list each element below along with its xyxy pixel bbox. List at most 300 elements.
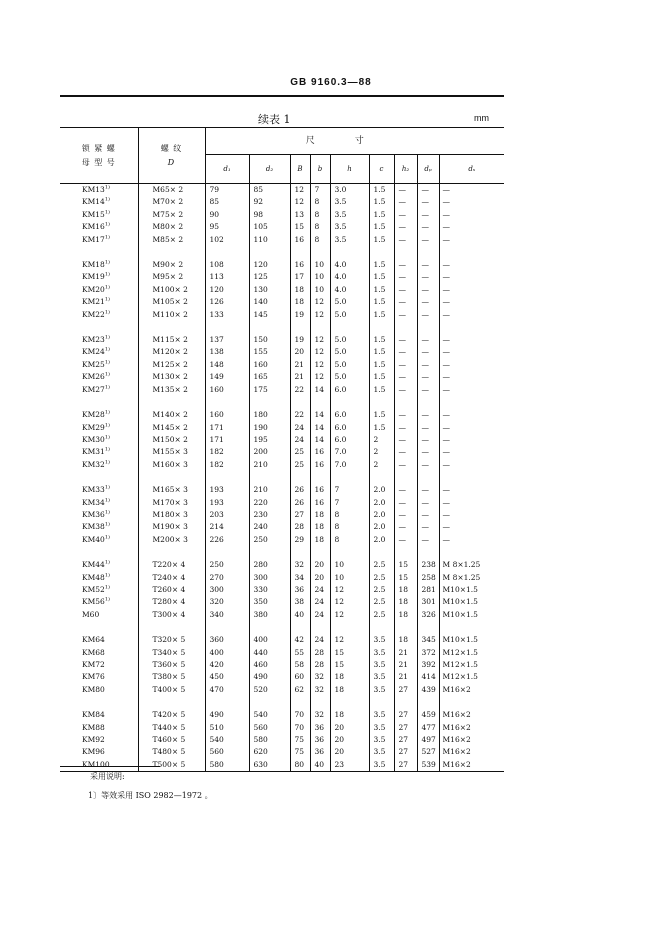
value-cell: — <box>442 447 450 457</box>
value-cell: 25 <box>290 459 310 471</box>
nut-type-cell <box>60 584 138 596</box>
footnote-marker: 1) <box>104 271 110 278</box>
spacer-cell <box>205 696 249 709</box>
value-cell: 17 <box>290 271 310 283</box>
value-cell: — <box>417 434 439 446</box>
value-cell: — <box>417 446 439 458</box>
table-row <box>60 184 504 197</box>
nut-type: KM33 <box>82 485 105 495</box>
value-cell: — <box>394 521 417 533</box>
table-row <box>60 559 504 571</box>
value-cell: — <box>417 184 439 197</box>
spacer-cell <box>439 396 504 409</box>
value-cell: — <box>394 271 417 283</box>
nut-type: KM27 <box>82 384 105 394</box>
nut-type: KM17 <box>82 234 105 244</box>
value-cell: 540 <box>249 709 290 721</box>
header-thread-line2: D <box>167 157 176 167</box>
table-row <box>60 634 504 646</box>
value-cell: 326 <box>417 609 439 621</box>
spacer-cell <box>417 321 439 334</box>
value-cell: 75 <box>290 734 310 746</box>
nut-type-cell <box>60 647 138 659</box>
value-cell: 62 <box>290 684 310 696</box>
thread-cell: T420× 5 <box>138 709 205 721</box>
value-cell: 258 <box>417 572 439 584</box>
nut-type: KM14 <box>82 197 105 207</box>
value-cell: — <box>417 509 439 521</box>
spacer-cell <box>330 546 369 559</box>
value-cell: 210 <box>249 484 290 496</box>
value-cell: — <box>442 485 450 495</box>
spacer-cell <box>439 546 504 559</box>
footnote-marker: 1) <box>104 309 110 316</box>
spacer-cell <box>439 321 504 334</box>
thread-cell: T320× 5 <box>138 634 205 646</box>
nut-type-cell <box>60 346 138 358</box>
nut-type: KM31 <box>82 447 105 457</box>
value-cell: 23 <box>330 759 369 772</box>
thread-cell: T280× 4 <box>138 596 205 608</box>
nut-type-cell <box>60 746 138 758</box>
value-cell: 20 <box>330 734 369 746</box>
table-row <box>60 334 504 346</box>
value-cell: — <box>394 497 417 509</box>
value-cell: 3.5 <box>369 722 394 734</box>
thread-cell: T220× 4 <box>138 559 205 571</box>
group-spacer <box>60 696 504 709</box>
value-cell: 32 <box>310 709 330 721</box>
spacer-cell <box>290 546 310 559</box>
value-cell: 560 <box>205 746 249 758</box>
spacer-cell <box>394 471 417 484</box>
value-cell: — <box>417 422 439 434</box>
footnote-marker: 1) <box>104 521 110 528</box>
column-header: h₂ <box>394 155 417 184</box>
value-cell: M10×1.5 <box>442 635 478 645</box>
value-cell: — <box>442 434 450 444</box>
value-cell: 108 <box>205 259 249 271</box>
nut-type: KM34 <box>82 497 105 507</box>
spacer-cell <box>394 546 417 559</box>
value-cell: 540 <box>205 734 249 746</box>
value-cell: 38 <box>290 596 310 608</box>
value-cell: 24 <box>310 584 330 596</box>
value-cell: 92 <box>249 196 290 208</box>
value-cell: 16 <box>290 259 310 271</box>
value-cell: 1.5 <box>369 384 394 396</box>
header-rule <box>60 95 504 97</box>
value-cell: 3.5 <box>369 759 394 772</box>
value-cell: 36 <box>290 584 310 596</box>
value-cell: 19 <box>290 334 310 346</box>
value-cell: — <box>442 384 450 394</box>
footnote-marker: 1) <box>104 196 110 203</box>
value-cell: 360 <box>205 634 249 646</box>
value-cell: 20 <box>290 346 310 358</box>
value-cell: — <box>442 459 450 469</box>
value-cell: 3.5 <box>330 196 369 208</box>
nut-type: KM56 <box>82 597 105 607</box>
value-cell: M16×2 <box>442 722 471 732</box>
value-cell: 22 <box>290 384 310 396</box>
spacer-cell <box>290 696 310 709</box>
value-cell: 18 <box>310 534 330 546</box>
nut-type-cell <box>60 384 138 396</box>
footnote-marker: 1) <box>104 371 110 378</box>
nut-type: KM20 <box>82 284 105 294</box>
value-cell: — <box>417 497 439 509</box>
spacer-cell <box>138 696 205 709</box>
value-cell: 15 <box>394 559 417 571</box>
value-cell: 34 <box>290 572 310 584</box>
group-spacer <box>60 546 504 559</box>
spacer-cell <box>369 396 394 409</box>
footnote-marker: 1) <box>104 209 110 216</box>
value-cell: 171 <box>205 434 249 446</box>
value-cell: 2.5 <box>369 584 394 596</box>
value-cell: — <box>394 346 417 358</box>
value-cell: 630 <box>249 759 290 772</box>
value-cell: 19 <box>290 309 310 321</box>
thread-cell: M160× 3 <box>138 459 205 471</box>
value-cell: — <box>417 359 439 371</box>
value-cell: 138 <box>205 346 249 358</box>
spacer-cell <box>394 321 417 334</box>
value-cell: — <box>442 309 450 319</box>
value-cell: — <box>442 534 450 544</box>
spacer-cell <box>249 396 290 409</box>
value-cell: 171 <box>205 422 249 434</box>
spacer-cell <box>249 546 290 559</box>
value-cell: M16×2 <box>442 747 471 757</box>
spacer-cell <box>138 321 205 334</box>
header-thread-line1: 螺 纹 <box>160 143 183 153</box>
nut-type: KM84 <box>82 710 105 720</box>
nut-type-cell <box>60 409 138 421</box>
value-cell: 175 <box>249 384 290 396</box>
value-cell: 182 <box>205 446 249 458</box>
value-cell: 12 <box>310 309 330 321</box>
spacer-cell <box>310 471 330 484</box>
value-cell: 14 <box>310 384 330 396</box>
value-cell: 214 <box>205 521 249 533</box>
table-row <box>60 196 504 208</box>
value-cell: 195 <box>249 434 290 446</box>
value-cell: — <box>442 197 450 207</box>
value-cell: 12 <box>330 609 369 621</box>
value-cell: 1.5 <box>369 284 394 296</box>
value-cell: 6.0 <box>330 384 369 396</box>
nut-type-cell <box>60 459 138 471</box>
value-cell: — <box>442 284 450 294</box>
value-cell: 400 <box>249 634 290 646</box>
nut-type: KM16 <box>82 222 105 232</box>
value-cell: 42 <box>290 634 310 646</box>
notes-text: 1〕等效采用 ISO 2982—1972 。 <box>88 791 213 800</box>
table-row <box>60 434 504 446</box>
spacer-cell <box>330 321 369 334</box>
footnote-marker: 1) <box>104 497 110 504</box>
column-header: d₂ <box>249 155 290 184</box>
value-cell: 12 <box>310 296 330 308</box>
value-cell: 477 <box>417 722 439 734</box>
nut-type-cell <box>60 609 138 621</box>
value-cell: 3.5 <box>369 709 394 721</box>
value-cell: 13 <box>290 209 310 221</box>
column-header: b <box>310 155 330 184</box>
value-cell: 250 <box>205 559 249 571</box>
value-cell: — <box>442 522 450 532</box>
nut-type: KM22 <box>82 309 105 319</box>
value-cell: 70 <box>290 709 310 721</box>
thread-cell: T460× 5 <box>138 734 205 746</box>
table-row <box>60 384 504 396</box>
value-cell: 14 <box>310 434 330 446</box>
value-cell: 3.5 <box>369 634 394 646</box>
spacer-cell <box>369 246 394 259</box>
nut-type: KM48 <box>82 572 105 582</box>
value-cell: 70 <box>290 722 310 734</box>
value-cell: — <box>442 234 450 244</box>
value-cell: 560 <box>249 722 290 734</box>
nut-type: KM76 <box>82 672 105 682</box>
value-cell: 8 <box>330 521 369 533</box>
value-cell: 345 <box>417 634 439 646</box>
nut-type: KM68 <box>82 647 105 657</box>
nut-type: KM96 <box>82 747 105 757</box>
spacer-cell <box>290 321 310 334</box>
value-cell: — <box>394 221 417 233</box>
footnote-marker: 1) <box>104 534 110 541</box>
group-spacer <box>60 396 504 409</box>
spacer-cell <box>249 246 290 259</box>
thread-cell: T240× 4 <box>138 572 205 584</box>
nut-type-cell <box>60 234 138 246</box>
value-cell: — <box>394 259 417 271</box>
spacer-cell <box>138 246 205 259</box>
value-cell: 392 <box>417 659 439 671</box>
value-cell: 3.5 <box>369 746 394 758</box>
thread-cell: M115× 2 <box>138 334 205 346</box>
nut-type-cell <box>60 634 138 646</box>
value-cell: — <box>442 359 450 369</box>
spacer-cell <box>290 396 310 409</box>
thread-cell: M150× 2 <box>138 434 205 446</box>
value-cell: 125 <box>249 271 290 283</box>
value-cell: — <box>394 409 417 421</box>
spacer-cell <box>60 621 138 634</box>
table-row <box>60 296 504 308</box>
value-cell: 3.5 <box>369 647 394 659</box>
value-cell: 3.5 <box>369 659 394 671</box>
spacer-cell <box>310 621 330 634</box>
nut-type-cell <box>60 196 138 208</box>
value-cell: 5.0 <box>330 334 369 346</box>
value-cell: 5.0 <box>330 371 369 383</box>
spacer-cell <box>205 471 249 484</box>
value-cell: — <box>394 184 417 197</box>
value-cell: 58 <box>290 659 310 671</box>
footnote-marker: 1) <box>104 296 110 303</box>
value-cell: 7 <box>330 497 369 509</box>
value-cell: 27 <box>394 759 417 772</box>
nut-type-cell <box>60 371 138 383</box>
header-type-line2: 母 型 号 <box>81 157 116 167</box>
thread-cell: T360× 5 <box>138 659 205 671</box>
nut-type: KM38 <box>82 522 105 532</box>
spacer-cell <box>60 321 138 334</box>
value-cell: — <box>442 209 450 219</box>
spacer-cell <box>330 396 369 409</box>
value-cell: 439 <box>417 684 439 696</box>
nut-type: KM32 <box>82 459 105 469</box>
footnote-marker: 1) <box>104 346 110 353</box>
value-cell: 21 <box>394 659 417 671</box>
value-cell: 32 <box>310 671 330 683</box>
table-row <box>60 209 504 221</box>
spacer-cell <box>60 546 138 559</box>
table-row <box>60 484 504 496</box>
value-cell: 203 <box>205 509 249 521</box>
spacer-cell <box>394 696 417 709</box>
value-cell: 16 <box>310 497 330 509</box>
value-cell: 26 <box>290 484 310 496</box>
value-cell: 6.0 <box>330 422 369 434</box>
nut-type-cell <box>60 184 138 197</box>
value-cell: 55 <box>290 647 310 659</box>
nut-type-cell <box>60 596 138 608</box>
value-cell: 8 <box>330 534 369 546</box>
value-cell: M16×2 <box>439 759 504 772</box>
thread-cell: M110× 2 <box>138 309 205 321</box>
value-cell: — <box>417 271 439 283</box>
nut-type: KM19 <box>82 272 105 282</box>
value-cell: 27 <box>394 684 417 696</box>
value-cell: 340 <box>205 609 249 621</box>
table-row <box>60 746 504 758</box>
nut-type: KM26 <box>82 372 105 382</box>
nut-type: KM29 <box>82 422 105 432</box>
footnote-marker: 1) <box>104 572 110 579</box>
value-cell: 15 <box>290 221 310 233</box>
spacer-cell <box>249 621 290 634</box>
value-cell: 3.5 <box>330 234 369 246</box>
value-cell: 490 <box>205 709 249 721</box>
value-cell: 140 <box>249 296 290 308</box>
value-cell: 450 <box>205 671 249 683</box>
value-cell: 75 <box>290 746 310 758</box>
value-cell: 470 <box>205 684 249 696</box>
thread-cell: M140× 2 <box>138 409 205 421</box>
value-cell: 27 <box>394 746 417 758</box>
value-cell: — <box>417 371 439 383</box>
value-cell: — <box>394 296 417 308</box>
value-cell: 4.0 <box>330 259 369 271</box>
table-row <box>60 459 504 471</box>
value-cell: 36 <box>310 722 330 734</box>
value-cell: 7.0 <box>330 459 369 471</box>
value-cell: — <box>417 484 439 496</box>
footnote-marker: 1) <box>104 221 110 228</box>
value-cell: 12 <box>290 196 310 208</box>
thread-cell: M85× 2 <box>138 234 205 246</box>
value-cell: 2 <box>369 434 394 446</box>
table-row <box>60 271 504 283</box>
value-cell: 137 <box>205 334 249 346</box>
group-spacer <box>60 321 504 334</box>
value-cell: 20 <box>330 722 369 734</box>
spacer-cell <box>394 396 417 409</box>
nut-type: KM40 <box>82 534 105 544</box>
value-cell: 102 <box>205 234 249 246</box>
value-cell: — <box>394 384 417 396</box>
thread-cell: T260× 4 <box>138 584 205 596</box>
thread-cell: T380× 5 <box>138 671 205 683</box>
table-row <box>60 346 504 358</box>
footnote-marker: 1) <box>104 446 110 453</box>
footnote-marker: 1) <box>104 459 110 466</box>
value-cell: 6.0 <box>330 434 369 446</box>
spacer-cell <box>369 696 394 709</box>
value-cell: 149 <box>205 371 249 383</box>
spacer-cell <box>417 396 439 409</box>
value-cell: — <box>442 347 450 357</box>
thread-cell: T480× 5 <box>138 746 205 758</box>
footnote-marker: 1) <box>104 559 110 566</box>
thread-cell: M95× 2 <box>138 271 205 283</box>
value-cell: 8 <box>310 196 330 208</box>
value-cell: 27 <box>394 722 417 734</box>
footnote-marker: 1) <box>104 422 110 428</box>
thread-cell: M145× 2 <box>138 422 205 434</box>
value-cell: M16×2 <box>442 735 471 745</box>
value-cell: M12×1.5 <box>442 647 478 657</box>
value-cell: — <box>417 534 439 546</box>
table-row <box>60 409 504 421</box>
spacer-cell <box>439 246 504 259</box>
value-cell: 182 <box>205 459 249 471</box>
value-cell: 98 <box>249 209 290 221</box>
value-cell: 18 <box>290 284 310 296</box>
nut-type-cell <box>60 534 138 546</box>
thread-cell: M105× 2 <box>138 296 205 308</box>
value-cell: — <box>394 284 417 296</box>
value-cell: — <box>394 234 417 246</box>
value-cell: — <box>442 335 450 345</box>
value-cell: 2.0 <box>369 497 394 509</box>
value-cell: 1.5 <box>369 196 394 208</box>
nut-type: KM52 <box>82 584 105 594</box>
footnote-marker: 1) <box>104 184 110 191</box>
thread-cell: M130× 2 <box>138 371 205 383</box>
value-cell: — <box>394 509 417 521</box>
value-cell: 28 <box>310 659 330 671</box>
value-cell: 21 <box>394 647 417 659</box>
notes-title: 采用说明: <box>90 772 125 781</box>
header-dimensions: 尺寸 <box>205 128 504 155</box>
value-cell: 133 <box>205 309 249 321</box>
table-row <box>60 509 504 521</box>
spacer-cell <box>417 696 439 709</box>
value-cell: 10 <box>310 284 330 296</box>
value-cell: M16×2 <box>442 684 471 694</box>
nut-type-cell <box>60 309 138 321</box>
value-cell: 3.5 <box>369 734 394 746</box>
thread-cell: M80× 2 <box>138 221 205 233</box>
spacer-cell <box>60 396 138 409</box>
column-header: dₛ <box>468 164 476 173</box>
